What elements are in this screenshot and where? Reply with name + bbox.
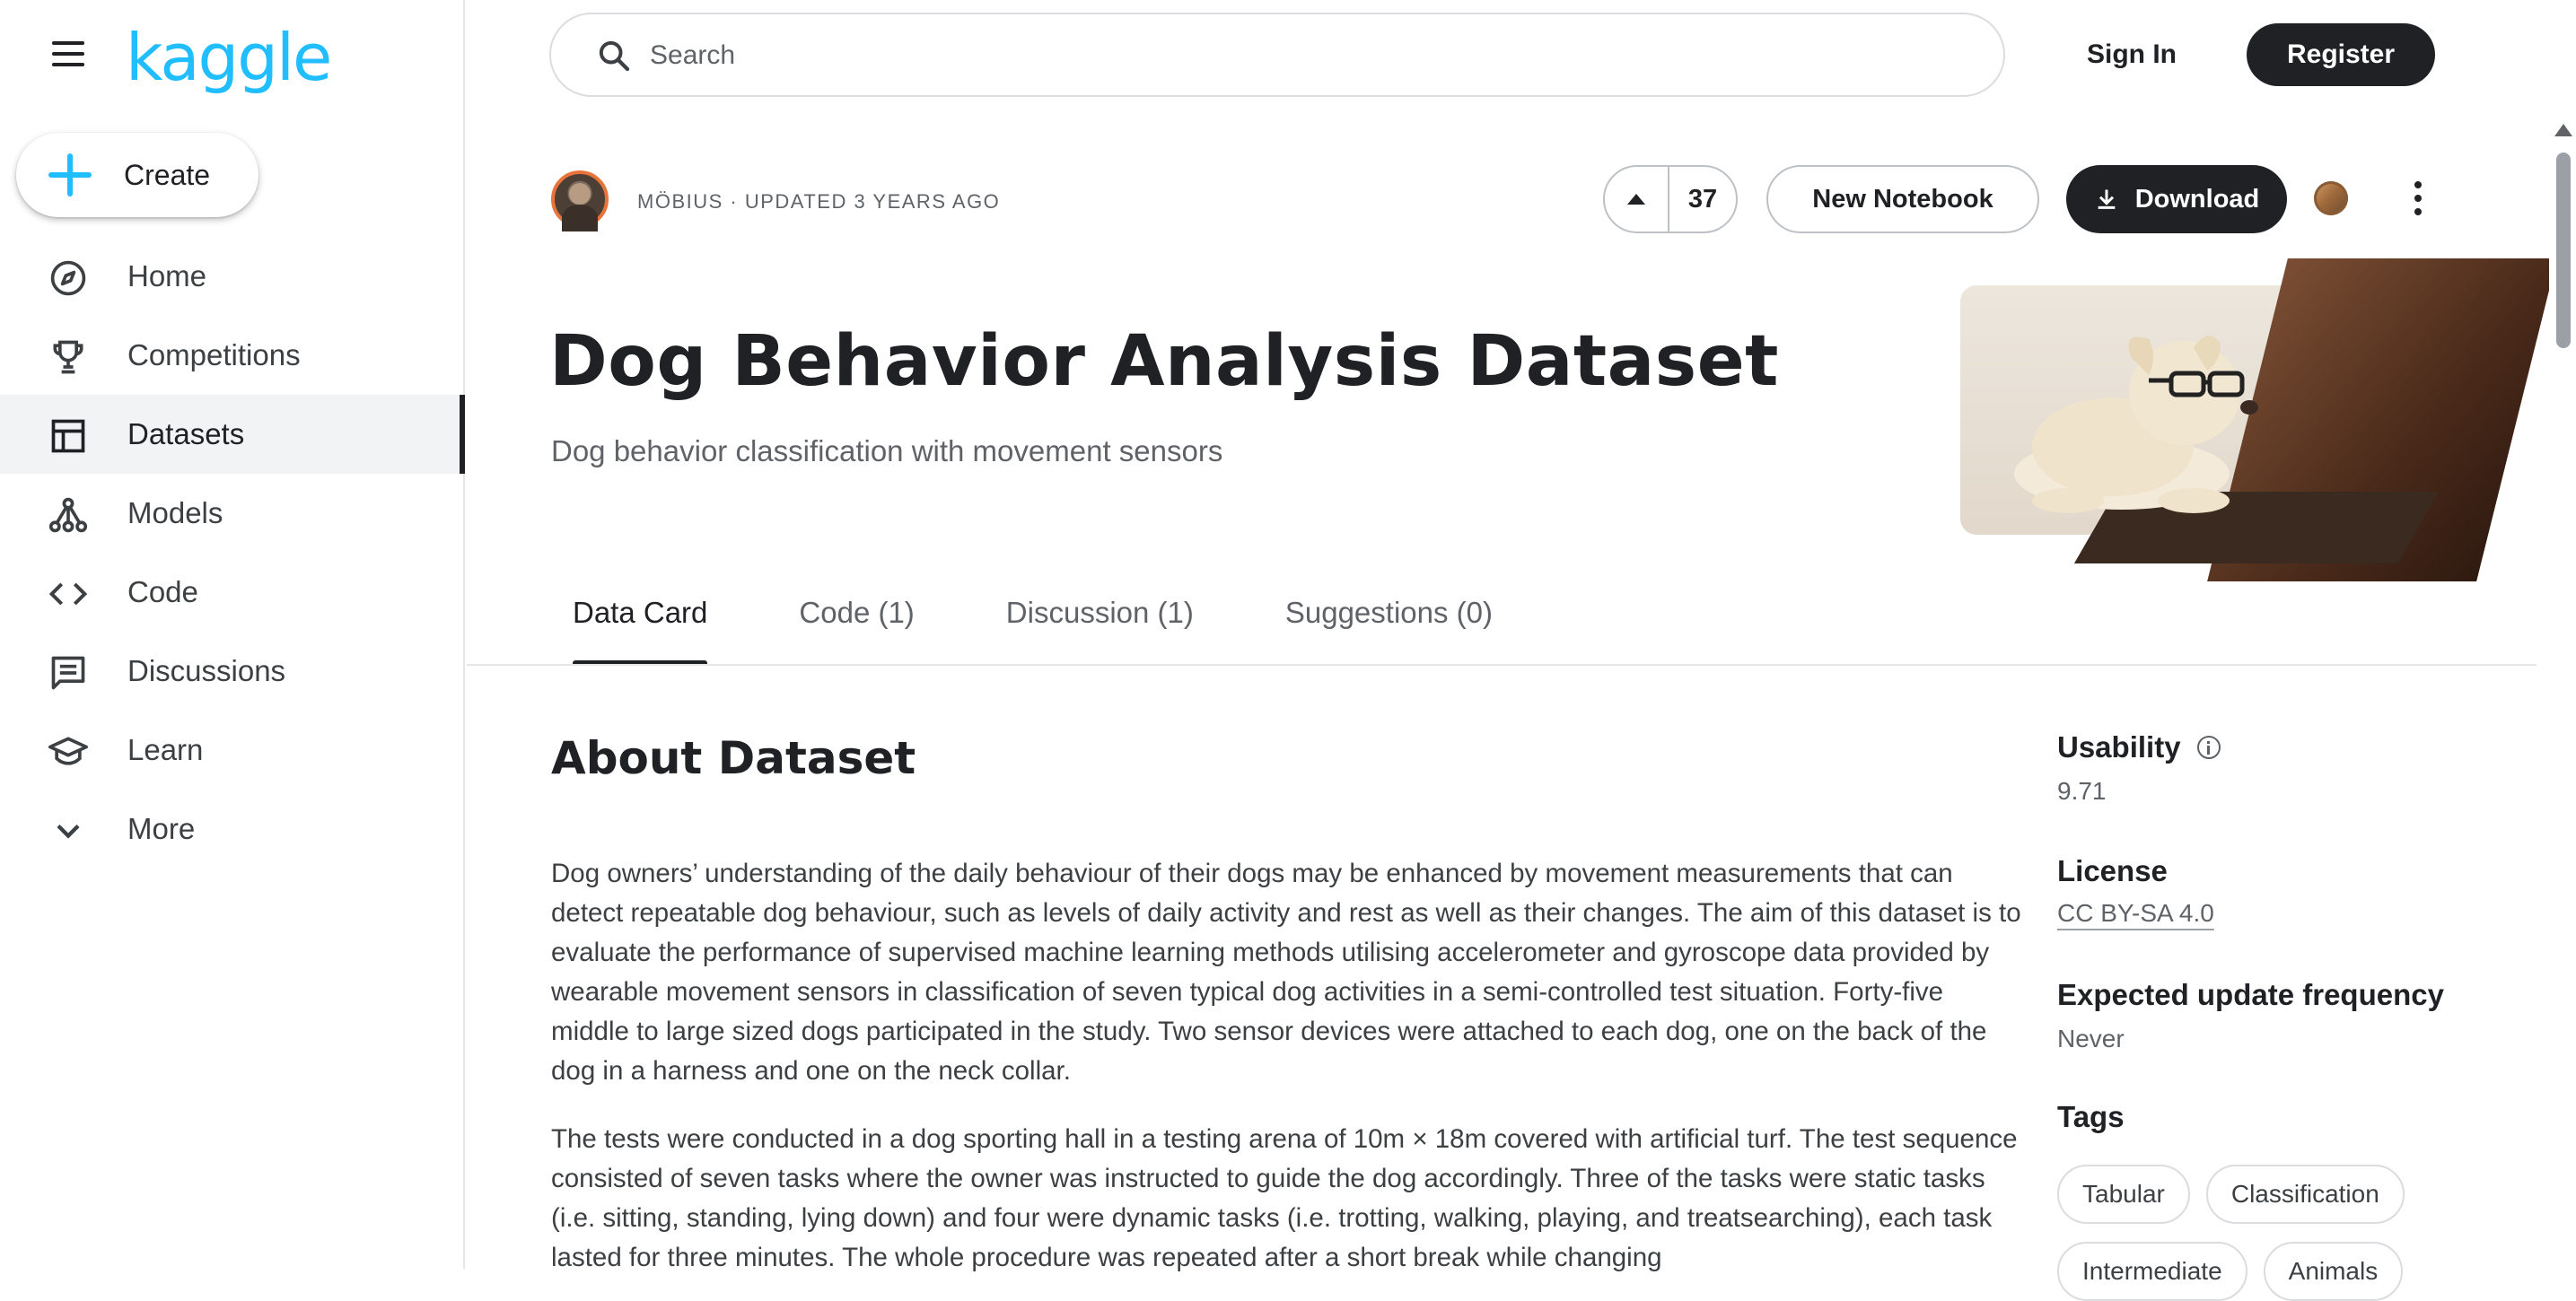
sign-in-button[interactable]: Sign In — [2087, 39, 2177, 69]
upvote-widget — [1603, 165, 1738, 233]
license-heading: License — [2057, 854, 2168, 887]
download-icon — [2094, 187, 2119, 212]
tags-heading: Tags — [2057, 1100, 2125, 1133]
models-icon — [48, 495, 88, 535]
sidebar-item-datasets[interactable] — [0, 395, 465, 474]
usability-value: 9.71 — [2057, 777, 2107, 805]
description-paragraph: Dog owners’ understanding of the daily behaviour of their dogs may be enhanced by movement measurements that can detect repeatable dog behaviour, such as levels of daily activity and rest as well as their changes. The aim of this dataset is to evaluate the performance of supervised machine learning methods utilising accelerometer and gyroscope data provided by wearable movement sensors in classification of seven typical dog activities in a semi-controlled test situation. Forty-five middle to large sized dogs participated in the study. Two sensor devices were attached to each dog, one on the back of the dog in a harness and one on the neck collar. — [551, 859, 2021, 1086]
compass-icon — [48, 258, 88, 298]
table-icon — [48, 416, 88, 456]
download-button[interactable] — [2066, 165, 2287, 233]
bronze-medal-icon[interactable] — [2314, 181, 2348, 215]
plus-icon — [48, 153, 92, 196]
chevron-down-icon — [48, 811, 88, 851]
usability-heading — [2057, 730, 2221, 764]
upvote-count: 37 — [1687, 184, 1718, 214]
description-paragraph: The tests were conducted in a dog sporting hall in a testing arena of 10m × 18m covered with artificial turf. The test sequence consisted of seven tasks where the owner was instructed to guide the dog accordingly. Three of the tasks were static tasks (i.e. sitting, standing, lying down) and four were dynamic tasks (i.e. trotting, walking, playing, and treatsearching), each task lasted for three minutes. The whole procedure was repeated after a short break while changing — [551, 1124, 2018, 1272]
register-button[interactable]: Register — [2247, 23, 2435, 86]
search-input[interactable] — [650, 34, 1960, 77]
page-title: Dog Behavior Analysis Dataset — [549, 321, 1779, 402]
sidebar-item-label: Competitions — [127, 338, 301, 371]
tag-chip[interactable]: Animals — [2264, 1242, 2404, 1301]
dataset-tabs — [549, 596, 1561, 666]
sidebar-item-learn[interactable] — [0, 711, 465, 790]
sidebar-nav — [0, 237, 465, 869]
new-notebook-button[interactable]: New Notebook — [1766, 165, 2039, 233]
tab-discussion[interactable]: Discussion (1) — [1005, 596, 1194, 629]
search-bar[interactable] — [549, 13, 2005, 97]
author-link[interactable]: MÖBIUS — [637, 190, 723, 213]
update-frequency-value: Never — [2057, 1025, 2125, 1052]
tags-list — [2057, 1165, 2524, 1301]
create-label: Create — [124, 158, 211, 191]
scroll-up-arrow-icon[interactable] — [2554, 124, 2572, 136]
sidebar-item-label: More — [127, 812, 196, 845]
tab-data-card[interactable]: Data Card — [549, 596, 731, 666]
tab-code[interactable]: Code (1) — [799, 596, 915, 629]
dataset-meta — [637, 190, 1000, 214]
trophy-icon — [48, 337, 88, 377]
sidebar-item-home[interactable] — [0, 237, 465, 316]
sidebar-item-competitions[interactable] — [0, 316, 465, 395]
kaggle-logo[interactable]: kaggle — [126, 20, 331, 95]
download-label: Download — [2134, 184, 2260, 214]
tag-chip[interactable]: Classification — [2206, 1165, 2405, 1224]
tag-chip[interactable]: Intermediate — [2057, 1242, 2247, 1301]
more-options-icon[interactable] — [2402, 178, 2434, 219]
sidebar-item-code[interactable] — [0, 553, 465, 632]
usability-label: Usability — [2057, 730, 2181, 764]
page-subtitle: Dog behavior classification with movement sensors — [551, 434, 1223, 467]
sidebar — [0, 0, 465, 1269]
tab-suggestions[interactable]: Suggestions (0) — [1284, 596, 1493, 629]
upvote-arrow-icon[interactable] — [1605, 167, 1669, 231]
hamburger-menu-icon[interactable] — [48, 38, 90, 70]
tabs-divider — [467, 664, 2537, 666]
update-frequency-heading: Expected update frequency — [2057, 978, 2444, 1011]
code-icon — [48, 574, 88, 614]
scrollbar-thumb[interactable] — [2556, 153, 2571, 348]
info-icon[interactable] — [2197, 736, 2221, 759]
school-icon — [48, 732, 88, 772]
search-icon — [596, 38, 632, 74]
sidebar-item-more[interactable] — [0, 790, 465, 869]
sidebar-item-label: Home — [127, 259, 207, 293]
sidebar-item-label: Learn — [127, 733, 204, 766]
sidebar-item-label: Models — [127, 496, 223, 529]
sidebar-item-discussions[interactable] — [0, 632, 465, 711]
tag-chip[interactable]: Tabular — [2057, 1165, 2190, 1224]
dataset-cover-image — [1960, 285, 2463, 535]
about-dataset-heading: About Dataset — [551, 732, 916, 784]
discussion-icon — [48, 653, 88, 693]
license-link[interactable]: CC BY-SA 4.0 — [2057, 899, 2214, 927]
sidebar-item-label: Discussions — [127, 654, 286, 687]
updated-text: · UPDATED 3 YEARS AGO — [730, 190, 1001, 213]
sidebar-item-models[interactable] — [0, 474, 465, 553]
sidebar-item-label: Datasets — [127, 417, 245, 450]
author-avatar[interactable] — [551, 170, 609, 228]
create-button[interactable] — [16, 133, 258, 217]
sidebar-item-label: Code — [127, 575, 198, 608]
